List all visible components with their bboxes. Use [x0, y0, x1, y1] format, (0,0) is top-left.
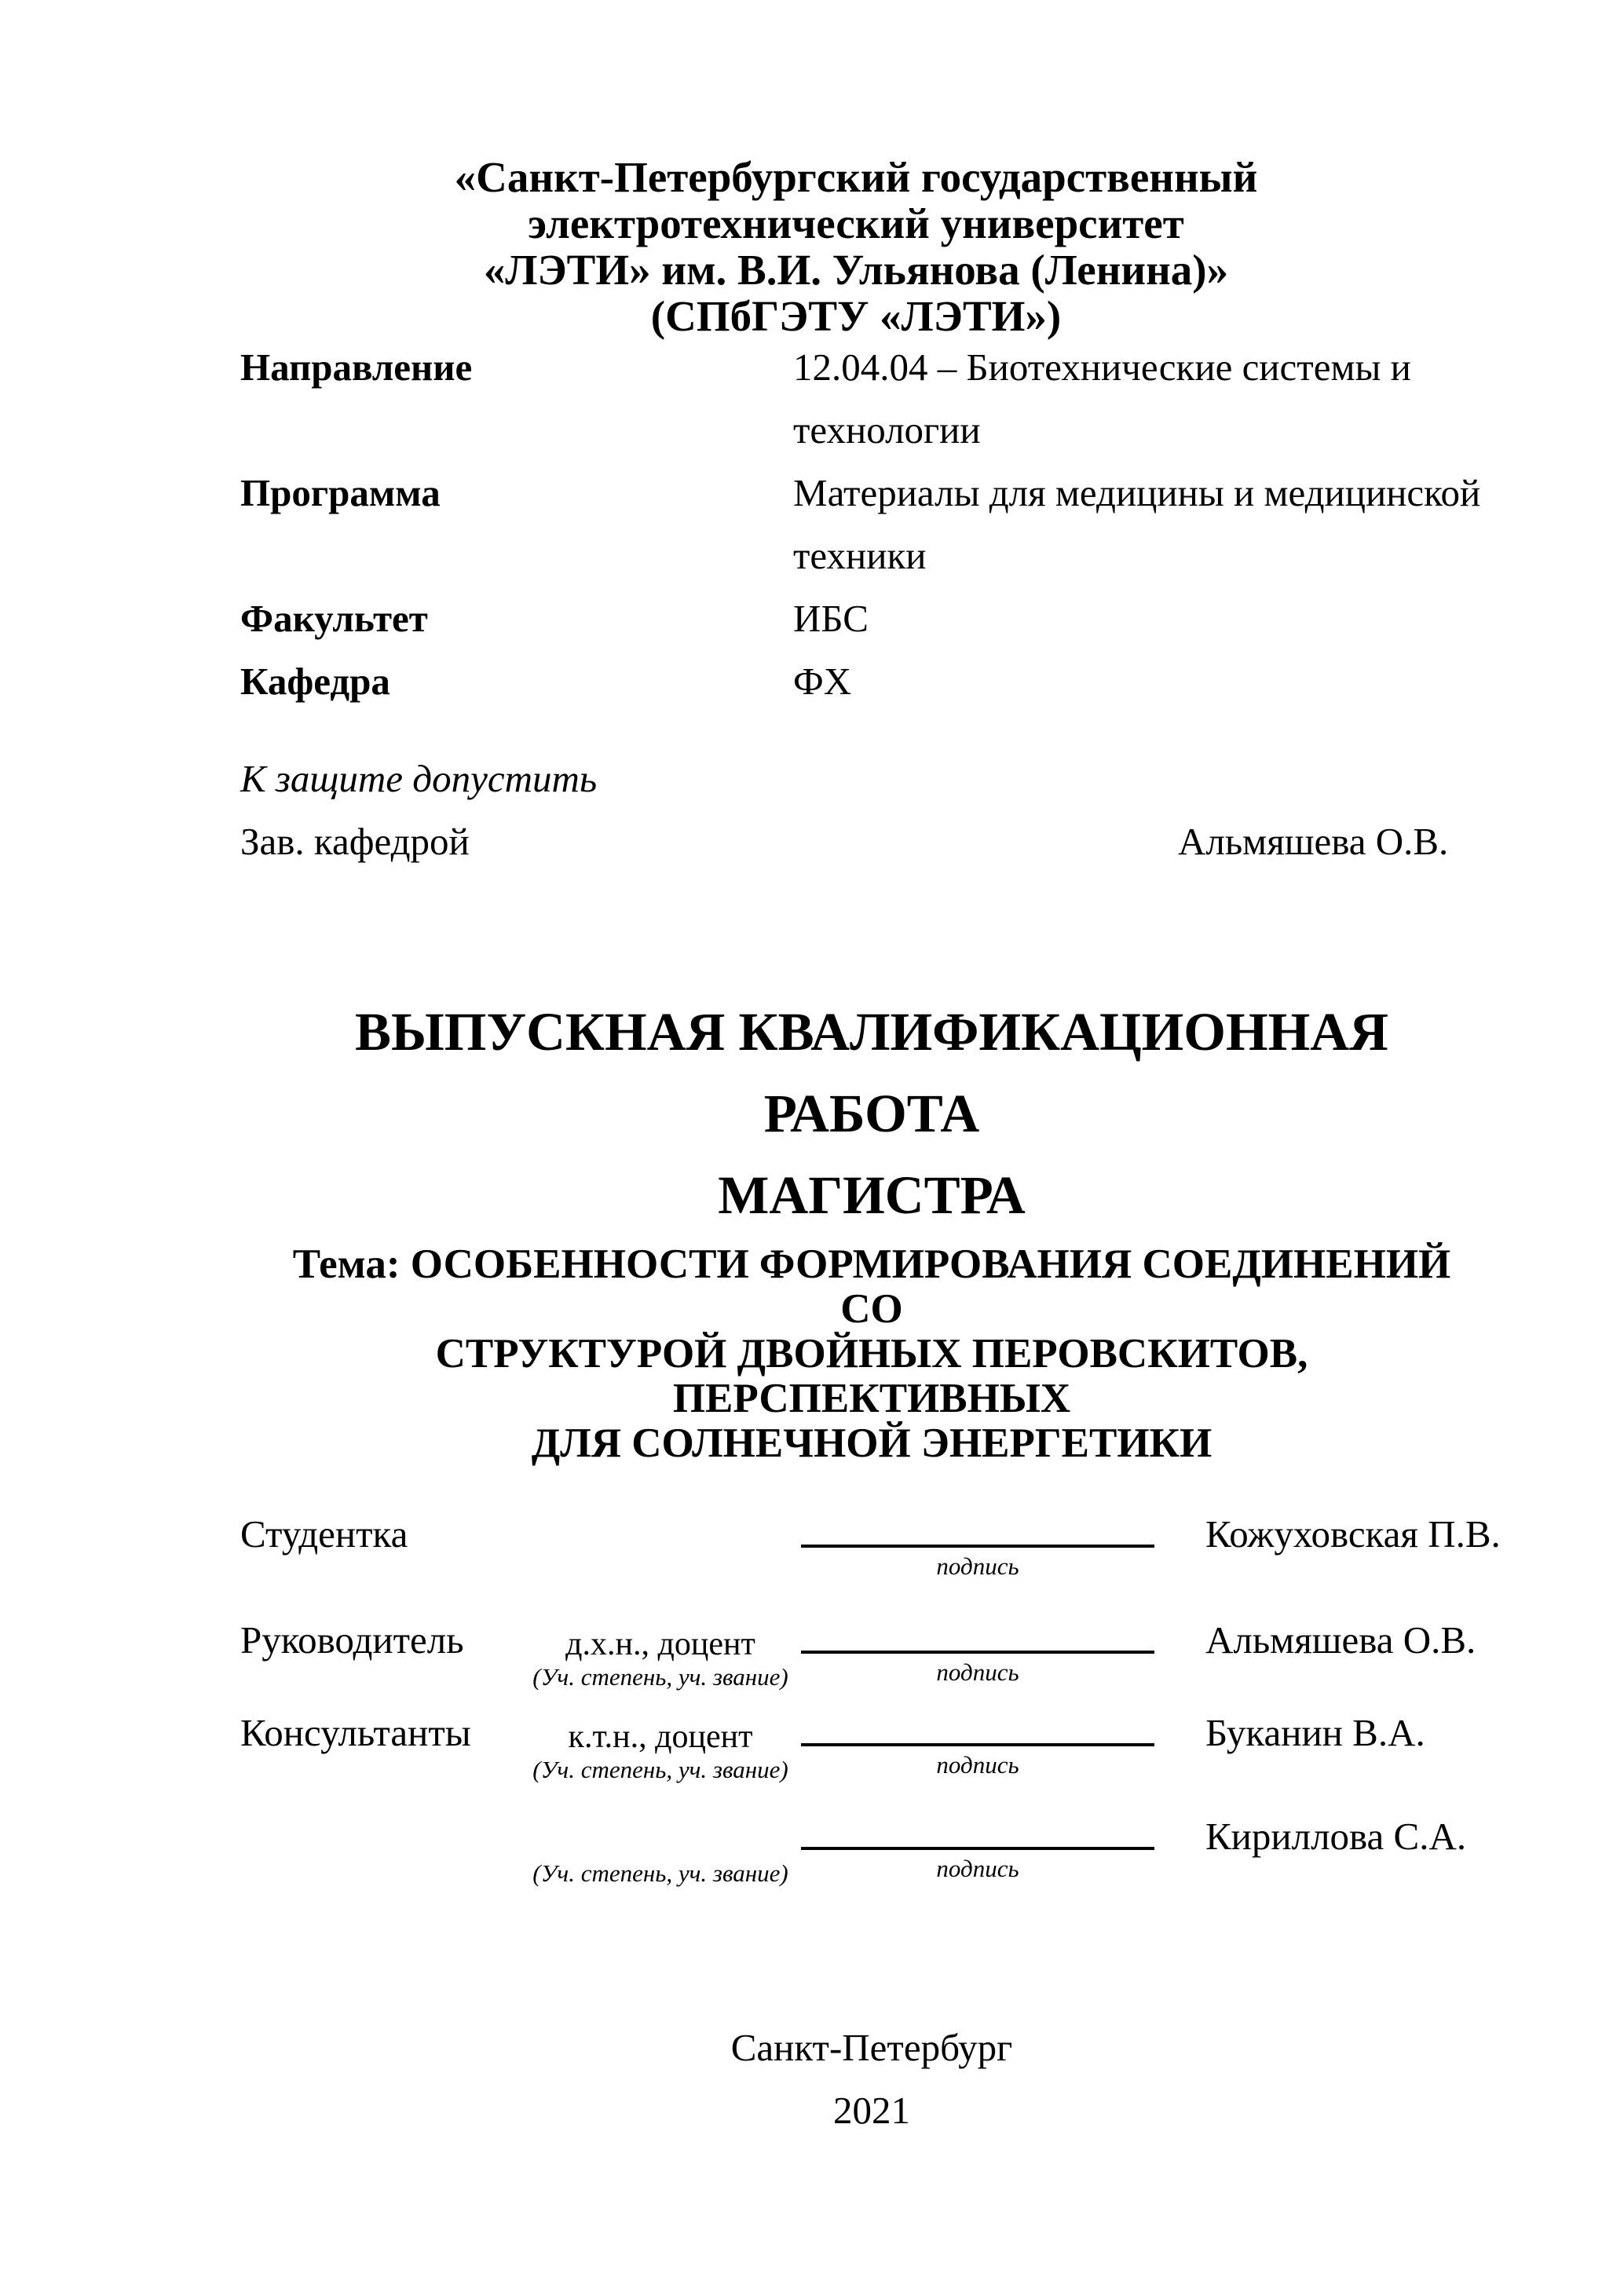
direction-value-line: 12.04.04 – Биотехнические системы и [793, 345, 1411, 389]
program-row-program [240, 462, 1528, 587]
department-value [793, 650, 851, 713]
consultant-1-degree-caption: (Уч. степень, уч. звание) [532, 1756, 788, 1783]
consultant-1-signature-line [801, 1710, 1154, 1746]
direction-value-line: технологии [793, 408, 981, 452]
signatures-block [240, 1512, 1575, 1951]
department-head-label: Зав. кафедрой [240, 820, 470, 863]
university-header [251, 154, 1461, 339]
signature-row-consultant-1 [240, 1710, 1575, 1801]
signature-row-supervisor [240, 1618, 1575, 1708]
student-name: Кожуховская П.В. [1205, 1512, 1501, 1556]
student-role-label: Студентка [240, 1512, 408, 1556]
department-head-row [240, 810, 1467, 873]
supervisor-signature-line [801, 1618, 1154, 1654]
thesis-theme-line: СТРУКТУРОЙ ДВОЙНЫХ ПЕРОВСКИТОВ, ПЕРСПЕКТИВНЫХ [435, 1331, 1308, 1421]
faculty-value-line: ИБС [793, 597, 869, 640]
thesis-theme-line: ДЛЯ СОЛНЕЧНОЙ ЭНЕРГЕТИКИ [531, 1420, 1213, 1466]
direction-value [793, 336, 1411, 462]
supervisor-degree-caption: (Уч. степень, уч. звание) [532, 1663, 788, 1691]
supervisor-name: Альмяшева О.В. [1205, 1618, 1476, 1662]
department-label: Кафедра [240, 660, 390, 703]
student-signature-line [801, 1512, 1154, 1548]
main-title-line: ВЫПУСКНАЯ КВАЛИФИКАЦИОННАЯ РАБОТА [355, 1002, 1388, 1143]
direction-label: Направление [240, 345, 473, 389]
thesis-theme [275, 1242, 1469, 1466]
program-row-direction [240, 336, 1528, 462]
consultant-2-name: Кириллова С.А. [1205, 1815, 1467, 1858]
signature-row-consultant-2 [240, 1814, 1575, 1904]
program-row-department [240, 650, 1528, 713]
consultant-2-signature-caption: подпись [936, 1855, 1019, 1882]
supervisor-degree: д.х.н., доцент [565, 1626, 755, 1662]
footer-city: Санкт-Петербург [730, 2026, 1013, 2069]
supervisor-signature-caption: подпись [936, 1658, 1019, 1686]
signature-row-student [240, 1512, 1575, 1602]
admit-to-defense-line: К защите допустить [240, 757, 598, 800]
footer-block [275, 2016, 1469, 2142]
faculty-label: Факультет [240, 597, 428, 640]
student-signature-caption: подпись [936, 1552, 1019, 1580]
approval-block [240, 748, 1467, 873]
consultants-role-label: Консультанты [240, 1711, 471, 1754]
university-header-line: «Санкт-Петербургский государственный электротехнический университет [454, 153, 1258, 247]
consultant-2-degree-caption: (Уч. степень, уч. звание) [532, 1859, 788, 1887]
department-head-name: Альмяшева О.В. [1178, 820, 1449, 863]
consultant-1-signature-caption: подпись [936, 1751, 1019, 1779]
faculty-value [793, 587, 869, 650]
main-title-line: МАГИСТРА [718, 1165, 1026, 1225]
consultant-1-name: Буканин В.А. [1205, 1711, 1425, 1754]
supervisor-role-label: Руководитель [240, 1618, 464, 1662]
university-header-line: «ЛЭТИ» им. В.И. Ульянова (Ленина)» [483, 246, 1229, 294]
program-value-line: техники [793, 534, 927, 577]
program-label: Программа [240, 471, 441, 514]
program-value-line: Материалы для медицины и медицинской [793, 471, 1481, 514]
program-info [240, 336, 1528, 713]
consultant-1-degree: к.т.н., доцент [568, 1719, 753, 1755]
consultant-2-signature-line [801, 1814, 1154, 1850]
main-title [275, 991, 1469, 1236]
thesis-theme-line: Тема: ОСОБЕННОСТИ ФОРМИРОВАНИЯ СОЕДИНЕНИЙ СО [292, 1241, 1451, 1332]
program-row-faculty [240, 587, 1528, 650]
university-header-line: (СПбГЭТУ «ЛЭТИ») [650, 292, 1062, 340]
footer-year: 2021 [833, 2089, 910, 2132]
program-value [793, 462, 1480, 587]
department-value-line: ФХ [793, 660, 852, 703]
